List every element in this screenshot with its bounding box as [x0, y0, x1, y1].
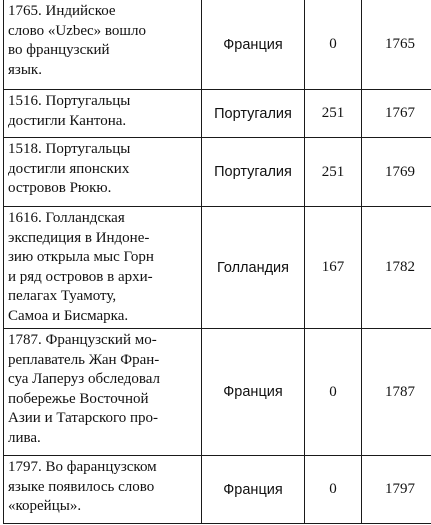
value-cell: 251: [305, 90, 362, 138]
table-row: [4, 0, 431, 90]
value-cell: 0: [305, 0, 362, 90]
value-cell: 251: [305, 138, 362, 207]
event-cell: 1518. Португальцы достигли японских островов Рюкю.: [4, 138, 202, 207]
country-cell: Франция: [202, 0, 305, 90]
country-cell: Франция: [202, 329, 305, 456]
event-cell: 1516. Португальцы достигли Кантона.: [4, 90, 202, 138]
year-cell: 1765: [362, 0, 431, 90]
year-cell: 1787: [362, 329, 431, 456]
table-row: [4, 456, 431, 524]
year-cell: 1767: [362, 90, 431, 138]
value-cell: 167: [305, 207, 362, 329]
value-cell: 0: [305, 456, 362, 524]
table-row: [4, 138, 431, 207]
country-cell: Франция: [202, 456, 305, 524]
table-row: [4, 207, 431, 329]
chronology-table: [3, 0, 431, 524]
table-row: [4, 90, 431, 138]
country-cell: Португалия: [202, 138, 305, 207]
event-cell: 1797. Во фаранцузском языке появилось слово «корейцы».: [4, 456, 202, 524]
country-cell: Португалия: [202, 90, 305, 138]
value-cell: 0: [305, 329, 362, 456]
event-cell: 1616. Голландская экспедиция в Индоне- зию открыла мыс Горн и ряд островов в архи- пелагах Туамоту, Самоа и Бисмарка.: [4, 207, 202, 329]
year-cell: 1769: [362, 138, 431, 207]
table-row: [4, 329, 431, 456]
event-cell: 1787. Французский мо- реплаватель Жан Фран- суа Лаперуз обследовал побережье Восточной Азии и Татарского про- лива.: [4, 329, 202, 456]
year-cell: 1782: [362, 207, 431, 329]
year-cell: 1797: [362, 456, 431, 524]
country-cell: Голландия: [202, 207, 305, 329]
event-cell: 1765. Индийское слово «Uzbec» вошло во французский язык.: [4, 0, 202, 90]
